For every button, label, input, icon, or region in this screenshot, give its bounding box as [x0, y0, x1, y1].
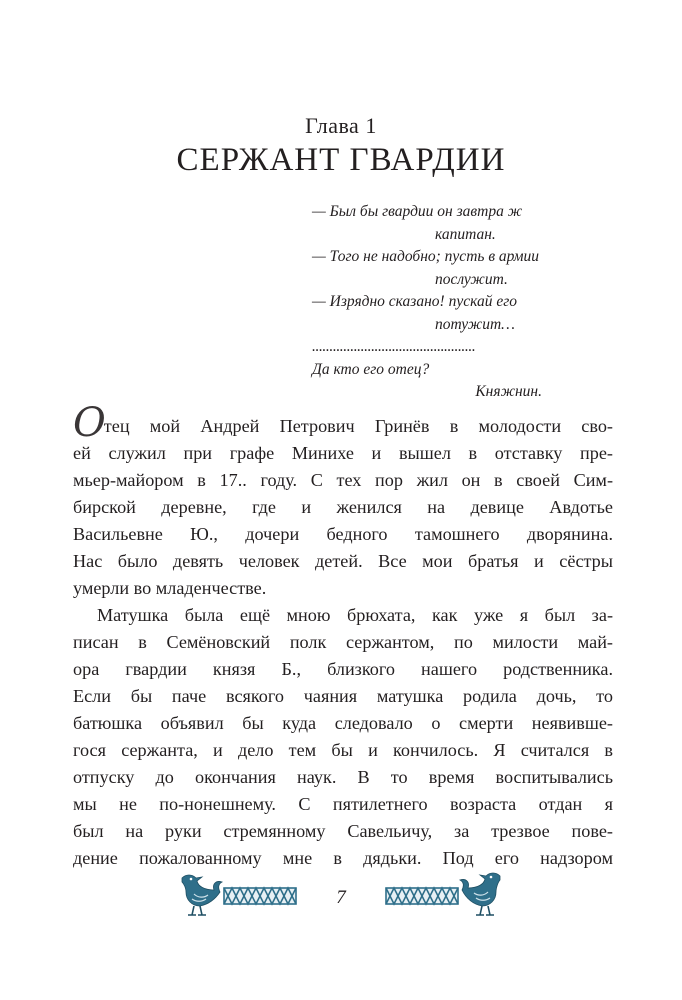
epigraph-line: потужит… [435, 315, 515, 333]
paragraph-line: был на руки стремянному Савельичу, за трезвое пове- [73, 821, 613, 841]
epigraph-author: Княжнин. [475, 383, 542, 400]
paragraph-line: мьер-майором в 17.. году. С тех пор жил он в своей Сим- [73, 470, 613, 490]
paragraph-line: Отец мой Андрей Петрович Гринёв в молодости сво- [73, 400, 613, 446]
paragraph-line: писан в Семёновский полк сержантом, по милости май- [73, 632, 613, 652]
paragraph-line: отпуску до окончания наук. В то время воспитывались [73, 767, 613, 787]
paragraph-line: умерли во младенчестве. [73, 578, 267, 598]
paragraph-line: Васильевне Ю., дочери бедного тамошнего дворянина. [73, 524, 613, 544]
chapter-number: Глава 1 [305, 113, 377, 138]
epigraph-line: капитан. [435, 225, 496, 243]
chapter-title: СЕРЖАНТ ГВАРДИИ [176, 142, 506, 178]
paragraph-line: гося сержанта, и дело тем бы и кончилось. Я считался в [73, 740, 613, 760]
paragraph-line: Матушка была ещё мною брюхата, как уже я был за- [97, 605, 613, 625]
paragraph-line: ора гвардии князя Б., близкого нашего родственника. [73, 659, 613, 679]
paragraph-line: дение пожалованному мне в дядьки. Под его надзором [73, 848, 613, 868]
paragraph-line: мы не по-нонешнему. С пятилетнего возраста отдан я [73, 794, 613, 814]
paragraph-line: Если бы паче всякого чаяния матушка родила дочь, то [73, 686, 613, 706]
body-text [73, 400, 613, 872]
epigraph [312, 201, 542, 404]
paragraph-line: бирской деревне, где и женился на девице Авдотье [73, 497, 613, 517]
paragraph-line: Нас было девять человек детей. Все мои братья и сёстры [73, 551, 613, 571]
page-number: 7 [336, 887, 346, 908]
epigraph-line: — Изрядно сказано! пускай его [312, 293, 517, 310]
epigraph-line: Да кто его отец? [312, 360, 430, 378]
epigraph-dots: ............................................... [312, 338, 476, 355]
epigraph-line: послужит. [435, 270, 508, 288]
epigraph-line: — Был бы гвардии он завтра ж [312, 203, 523, 220]
dropcap: О [73, 400, 106, 446]
paragraph-line: батюшка объявил бы куда следовало о смерти неявивше- [73, 713, 613, 733]
epigraph-line: — Того не надобно; пусть в армии [312, 248, 540, 265]
paragraph-line: ей служил при графе Минихе и вышел в отставку пре- [73, 443, 613, 463]
